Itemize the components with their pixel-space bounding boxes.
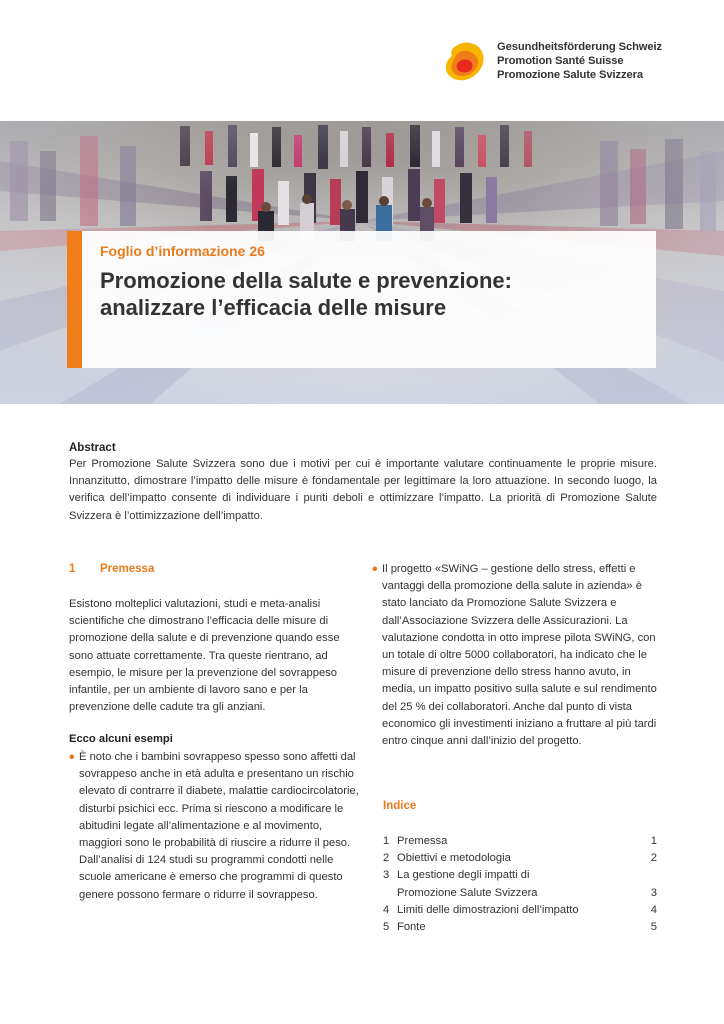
document-title: [100, 267, 640, 321]
organization-names: [497, 40, 662, 82]
section-1-number: 1: [69, 563, 76, 575]
toc-item[interactable]: [383, 902, 657, 919]
toc-item[interactable]: [383, 885, 657, 902]
org-name-fr: Promotion Santé Suisse: [497, 55, 624, 67]
toc-item-page: 5: [650, 920, 657, 933]
left-column: [69, 560, 359, 901]
toc-item-number: 4: [383, 903, 390, 916]
toc-item-title: Premessa: [397, 835, 448, 847]
toc-item-page: 4: [650, 903, 657, 916]
document-title-line-2: analizzare l’efficacia delle misure: [100, 295, 447, 320]
toc-item-title: Obiettivi e metodologia: [397, 852, 511, 865]
toc-item-title: Promozione Salute Svizzera: [397, 886, 538, 899]
toc-item[interactable]: [383, 919, 657, 936]
abstract-text: Per Promozione Salute Svizzera sono due i motivi per cui è importante valutare continuamente le proprie misure. Innanzitutto, dimostrare l’impatto delle misure è fondamentale per legittimare la loro attuazione. In secondo luogo, la verifica dell’impatto consente di individuare i punti deboli e ottimizzare l’impatto. La priorità di Promozione Salute Svizzera è l’ottimizzazione dell’impatto.: [69, 458, 657, 522]
org-name-it: Promozione Salute Svizzera: [497, 69, 643, 81]
toc-item-number: 2: [383, 852, 390, 865]
document-title-line-1: Promozione della salute e prevenzione:: [100, 268, 512, 293]
document-series-label: Foglio d’informazione 26: [100, 243, 265, 259]
example-bullet-1-text: È noto che i bambini sovrappeso spesso sono affetti dal sovrappeso anche in età adulta e presentano un rischio elevato di contrarre il diabete, malattie cardiocircolatorie, disturbi psichici ecc. Prima si riescono a modificare le abitudini legate all’alimentazione e al movimento, maggiori sono le probabilità di riuscire a ridurre il peso. Dall’analisi di 124 studi su programmi condotti nelle scuole americane è emerso che programmi di questo genere possono fermare o ridurre il sovrappeso.: [79, 751, 359, 901]
bullet-dot-icon: •: [69, 749, 75, 766]
toc-item[interactable]: [383, 867, 657, 884]
bullet-dot-icon: •: [372, 561, 378, 578]
section-1-title: Premessa: [100, 563, 155, 575]
example-bullet-1: [69, 749, 364, 904]
abstract-section: [69, 442, 657, 525]
examples-heading: Ecco alcuni esempi: [69, 733, 173, 745]
toc-item-number: 3: [383, 869, 390, 882]
abstract-heading: Abstract: [69, 442, 116, 454]
toc-list: [383, 833, 657, 936]
organization-logo: [442, 38, 682, 86]
toc-heading: Indice: [383, 800, 417, 812]
title-accent-bar: [67, 231, 82, 368]
flame-logo-icon: [442, 40, 490, 84]
section-1-heading: [69, 560, 354, 577]
org-name-de: Gesundheitsförderung Schweiz: [497, 41, 663, 53]
toc-item-title: Limiti delle dimostrazioni dell’impatto: [397, 903, 579, 916]
toc-item-number: 1: [383, 835, 390, 847]
table-of-contents: [383, 800, 657, 933]
toc-item-page: 3: [650, 886, 657, 899]
toc-item-title: La gestione degli impatti di: [397, 869, 530, 882]
toc-item-page: 2: [650, 852, 657, 865]
section-1-paragraph: Esistono molteplici valutazioni, studi e meta-analisi scientifiche che dimostrano l’efficacia delle misure di promozione della salute e di prevenzione quando esse sono attuate correttamente. Tra queste rientrano, ad esempio, le misure per la prevenzione del sovrappeso infantile, per un ambiente di lavoro sano e per la prevenzione delle cadute tra gli anziani.: [69, 598, 340, 714]
toc-item[interactable]: [383, 850, 657, 867]
example-bullet-2-text: Il progetto «SWiNG – gestione dello stress, effetti e vantaggi della promozione della salute in azienda» è stato lanciato da Promozione Salute Svizzera e dall’Associazione Svizzera delle Assicurazioni. La valutazione condotta in otto imprese pilota SWiNG, con un totale di oltre 5000 collaboratori, ha indicato che le misure di prevenzione dello stress hanno avuto, in media, un impatto positivo sulla salute e sul rendimento del 25 % dei collaboratori. Anche dal punto di vista economico gli investimenti iniziano a fruttare al più tardi entro cinque anni dall’inizio del progetto.: [382, 563, 657, 748]
toc-item[interactable]: [383, 833, 657, 850]
toc-item-page: 1: [650, 835, 657, 847]
title-panel: [67, 231, 656, 368]
toc-item-title: Fonte: [397, 920, 426, 933]
toc-item-number: 5: [383, 920, 390, 933]
example-bullet-2: [372, 561, 667, 750]
